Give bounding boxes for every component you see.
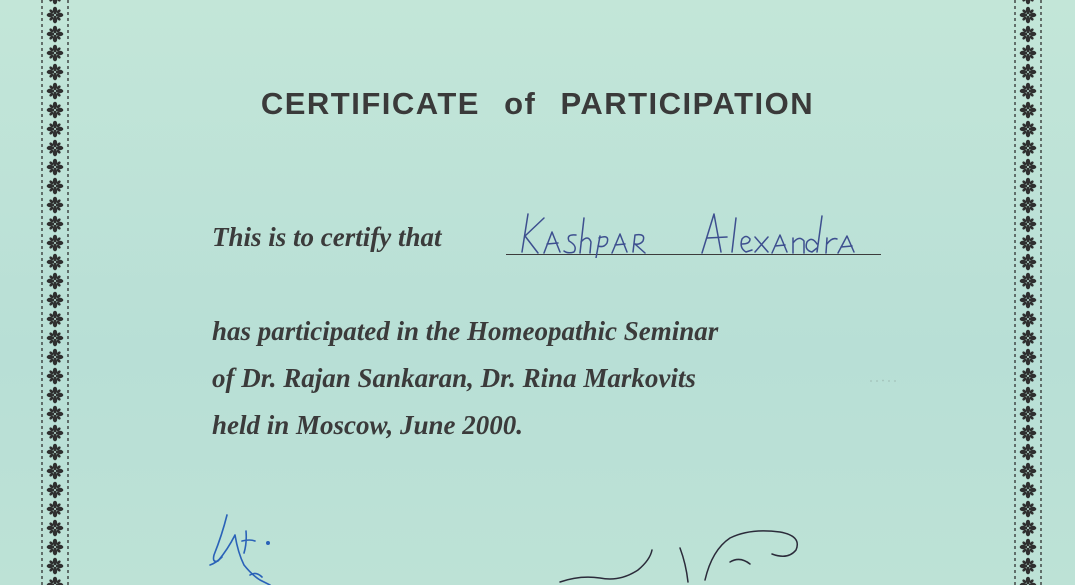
border-flower-ornament [1020, 425, 1037, 442]
border-flower-ornament [47, 482, 64, 499]
border-flower-ornament [47, 368, 64, 385]
border-flower-ornament [47, 64, 64, 81]
border-flower-ornament [47, 311, 64, 328]
border-flower-ornament [1020, 26, 1037, 43]
border-flower-ornament [1020, 159, 1037, 176]
border-flower-ornament [47, 121, 64, 138]
border-flower-ornament [1020, 254, 1037, 271]
signature-left [200, 505, 300, 585]
border-flower-ornament [1020, 273, 1037, 290]
body-line-2: of Dr. Rajan Sankaran, Dr. Rina Markovits [212, 363, 696, 393]
border-flower-ornament [47, 330, 64, 347]
border-flower-ornament [47, 539, 64, 556]
border-flower-ornament [1020, 121, 1037, 138]
border-flower-ornament [1020, 64, 1037, 81]
border-flower-ornament [1020, 368, 1037, 385]
certify-prefix: This is to certify that [212, 222, 442, 252]
border-flower-ornament [47, 425, 64, 442]
border-flower-ornament [1020, 406, 1037, 423]
border-flower-ornament [1020, 558, 1037, 575]
body-line-1: has participated in the Homeopathic Seminar [212, 316, 719, 346]
border-flower-ornament [47, 558, 64, 575]
border-flower-ornament [47, 444, 64, 461]
border-flower-ornament [1020, 216, 1037, 233]
border-flower-ornament [1020, 330, 1037, 347]
certificate-title: CERTIFICATE of PARTICIPATION [260, 86, 815, 121]
border-flower-ornament [47, 406, 64, 423]
border-flower-ornament [1020, 577, 1037, 585]
certificate-body [212, 308, 718, 449]
border-flower-ornament [1020, 349, 1037, 366]
border-flower-ornament [47, 7, 64, 24]
border-flower-ornament [1020, 444, 1037, 461]
border-flower-ornament [47, 197, 64, 214]
border-flower-ornament [47, 463, 64, 480]
border-flower-ornament [47, 140, 64, 157]
participant-name-handwriting [514, 208, 884, 258]
border-flower-ornament [1020, 7, 1037, 24]
border-flower-ornament [1020, 178, 1037, 195]
border-flower-ornament [47, 178, 64, 195]
border-flower-ornament [47, 45, 64, 62]
border-flower-ornament [1020, 501, 1037, 518]
border-flower-ornament [47, 577, 64, 585]
border-flower-ornament [47, 292, 64, 309]
border-flower-ornament [1020, 235, 1037, 252]
border-flower-ornament [1020, 0, 1037, 4]
print-smudge [868, 378, 898, 384]
border-flower-ornament [1020, 197, 1037, 214]
body-line-3: held in Moscow, June 2000. [212, 410, 524, 440]
border-flower-ornament [1020, 140, 1037, 157]
border-flower-ornament [1020, 387, 1037, 404]
border-flower-ornament [47, 0, 64, 4]
border-flower-ornament [1020, 539, 1037, 556]
signature-right [540, 520, 820, 585]
border-flower-ornament [47, 26, 64, 43]
border-flower-ornament [1020, 311, 1037, 328]
border-flower-ornament [47, 216, 64, 233]
border-flower-ornament [47, 501, 64, 518]
border-flower-ornament [47, 159, 64, 176]
border-flower-ornament [47, 520, 64, 537]
border-flower-ornament [1020, 292, 1037, 309]
border-flower-ornament [47, 235, 64, 252]
border-flower-ornament [47, 387, 64, 404]
border-flower-ornament [47, 254, 64, 271]
border-flower-ornament [1020, 482, 1037, 499]
border-flower-ornament [47, 273, 64, 290]
border-flower-ornament [1020, 45, 1037, 62]
border-flower-ornament [1020, 520, 1037, 537]
border-flower-ornament [1020, 463, 1037, 480]
border-flower-ornament [47, 349, 64, 366]
